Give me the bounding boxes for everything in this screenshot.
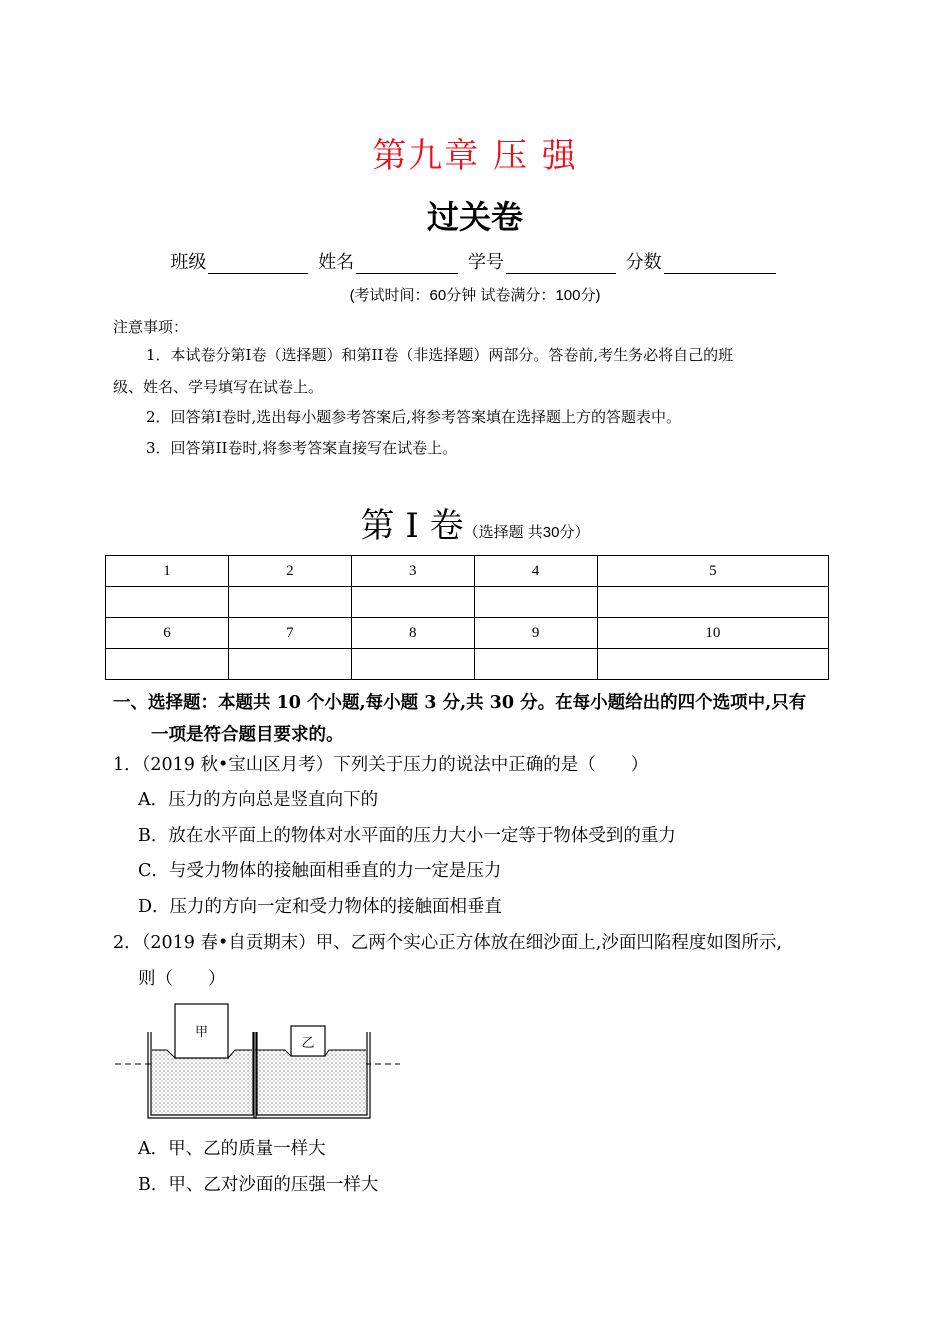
exam-subtitle: 过关卷 <box>426 198 523 236</box>
name-field[interactable] <box>356 255 458 274</box>
question-1-stem: 1．（2019 秋•宝山区月考）下列关于压力的说法中正确的是（ ） <box>113 755 649 775</box>
notice-item-2: 2．回答第I卷时,选出每小题参考答案后,将参考答案填在选择题上方的答题表中。 <box>146 408 682 426</box>
class-label: 班级 <box>170 252 207 273</box>
question-2-option-a: A．甲、乙的质量一样大 <box>138 1139 326 1159</box>
answer-number-cell: 4 <box>474 556 597 587</box>
section-heading-line-1: 一、选择题：本题共 10 个小题,每小题 3 分,共 30 分。在每小题给出的四个选项中,只有 <box>113 693 807 713</box>
answer-number-cell: 10 <box>597 618 828 649</box>
student-id-field[interactable] <box>506 255 616 274</box>
notice-heading: 注意事项： <box>113 318 189 336</box>
answer-input-cell[interactable] <box>106 587 229 618</box>
notice-item-3: 3．回答第II卷时,将参考答案直接写在试卷上。 <box>146 439 458 457</box>
answer-input-cell[interactable] <box>351 587 474 618</box>
answer-input-cell[interactable] <box>228 587 351 618</box>
score-label: 分数 <box>625 252 662 273</box>
answer-number-cell: 5 <box>597 556 828 587</box>
student-info-line <box>0 248 950 274</box>
section-heading-line-2: 一项是符合题目要求的。 <box>151 725 344 745</box>
answer-number-cell: 9 <box>474 618 597 649</box>
question-1-option-a: A．压力的方向总是竖直向下的 <box>138 790 379 810</box>
answer-table <box>105 555 829 680</box>
answer-number-cell: 1 <box>106 556 229 587</box>
score-field[interactable] <box>664 255 776 274</box>
answer-number-cell: 2 <box>228 556 351 587</box>
right-sand <box>255 1050 366 1114</box>
block-jia-label: 甲 <box>194 1025 209 1040</box>
answer-number-cell: 3 <box>351 556 474 587</box>
answer-number-cell: 6 <box>106 618 229 649</box>
sand-pressure-figure <box>115 998 400 1122</box>
answer-table-row <box>106 556 829 587</box>
question-1-option-c: C．与受力物体的接触面相垂直的力一定是压力 <box>138 861 502 881</box>
answer-table-row <box>106 587 829 618</box>
answer-number-cell: 8 <box>351 618 474 649</box>
answer-input-cell[interactable] <box>228 649 351 680</box>
question-1-option-b: B．放在水平面上的物体对水平面的压力大小一定等于物体受到的重力 <box>138 826 676 846</box>
answer-input-cell[interactable] <box>474 649 597 680</box>
answer-input-cell[interactable] <box>474 587 597 618</box>
left-sand <box>152 1050 252 1114</box>
part-one-heading <box>0 498 950 547</box>
part-one-note: （选择题 共30分） <box>463 524 590 541</box>
answer-input-cell[interactable] <box>106 649 229 680</box>
part-one-title: 第 I 卷 <box>360 506 464 546</box>
question-2-stem-line-1: 2．（2019 春•自贡期末）甲、乙两个实心正方体放在细沙面上,沙面凹陷程度如图所示, <box>113 933 782 953</box>
class-field[interactable] <box>208 255 308 274</box>
answer-input-cell[interactable] <box>351 649 474 680</box>
student-id-label: 学号 <box>467 252 504 273</box>
answer-table-row <box>106 618 829 649</box>
block-yi-label: 乙 <box>301 1036 315 1051</box>
answer-input-cell[interactable] <box>597 649 828 680</box>
question-1-option-d: D．压力的方向一定和受力物体的接触面相垂直 <box>138 897 503 917</box>
exam-time-note: (考试时间：60分钟 试卷满分：100分) <box>349 287 601 304</box>
question-2-option-b: B．甲、乙对沙面的压强一样大 <box>138 1175 379 1195</box>
notice-item-1-line-1: 1．本试卷分第I卷（选择题）和第II卷（非选择题）两部分。答卷前,考生务必将自己的班 <box>146 346 734 364</box>
question-2-stem-line-2: 则（ ） <box>138 969 226 989</box>
answer-number-cell: 7 <box>228 618 351 649</box>
answer-table-row <box>106 649 829 680</box>
name-label: 姓名 <box>318 252 355 273</box>
answer-input-cell[interactable] <box>597 587 828 618</box>
chapter-title: 第九章 压 强 <box>372 136 578 176</box>
notice-item-1-line-2: 级、姓名、学号填写在试卷上。 <box>113 378 324 396</box>
